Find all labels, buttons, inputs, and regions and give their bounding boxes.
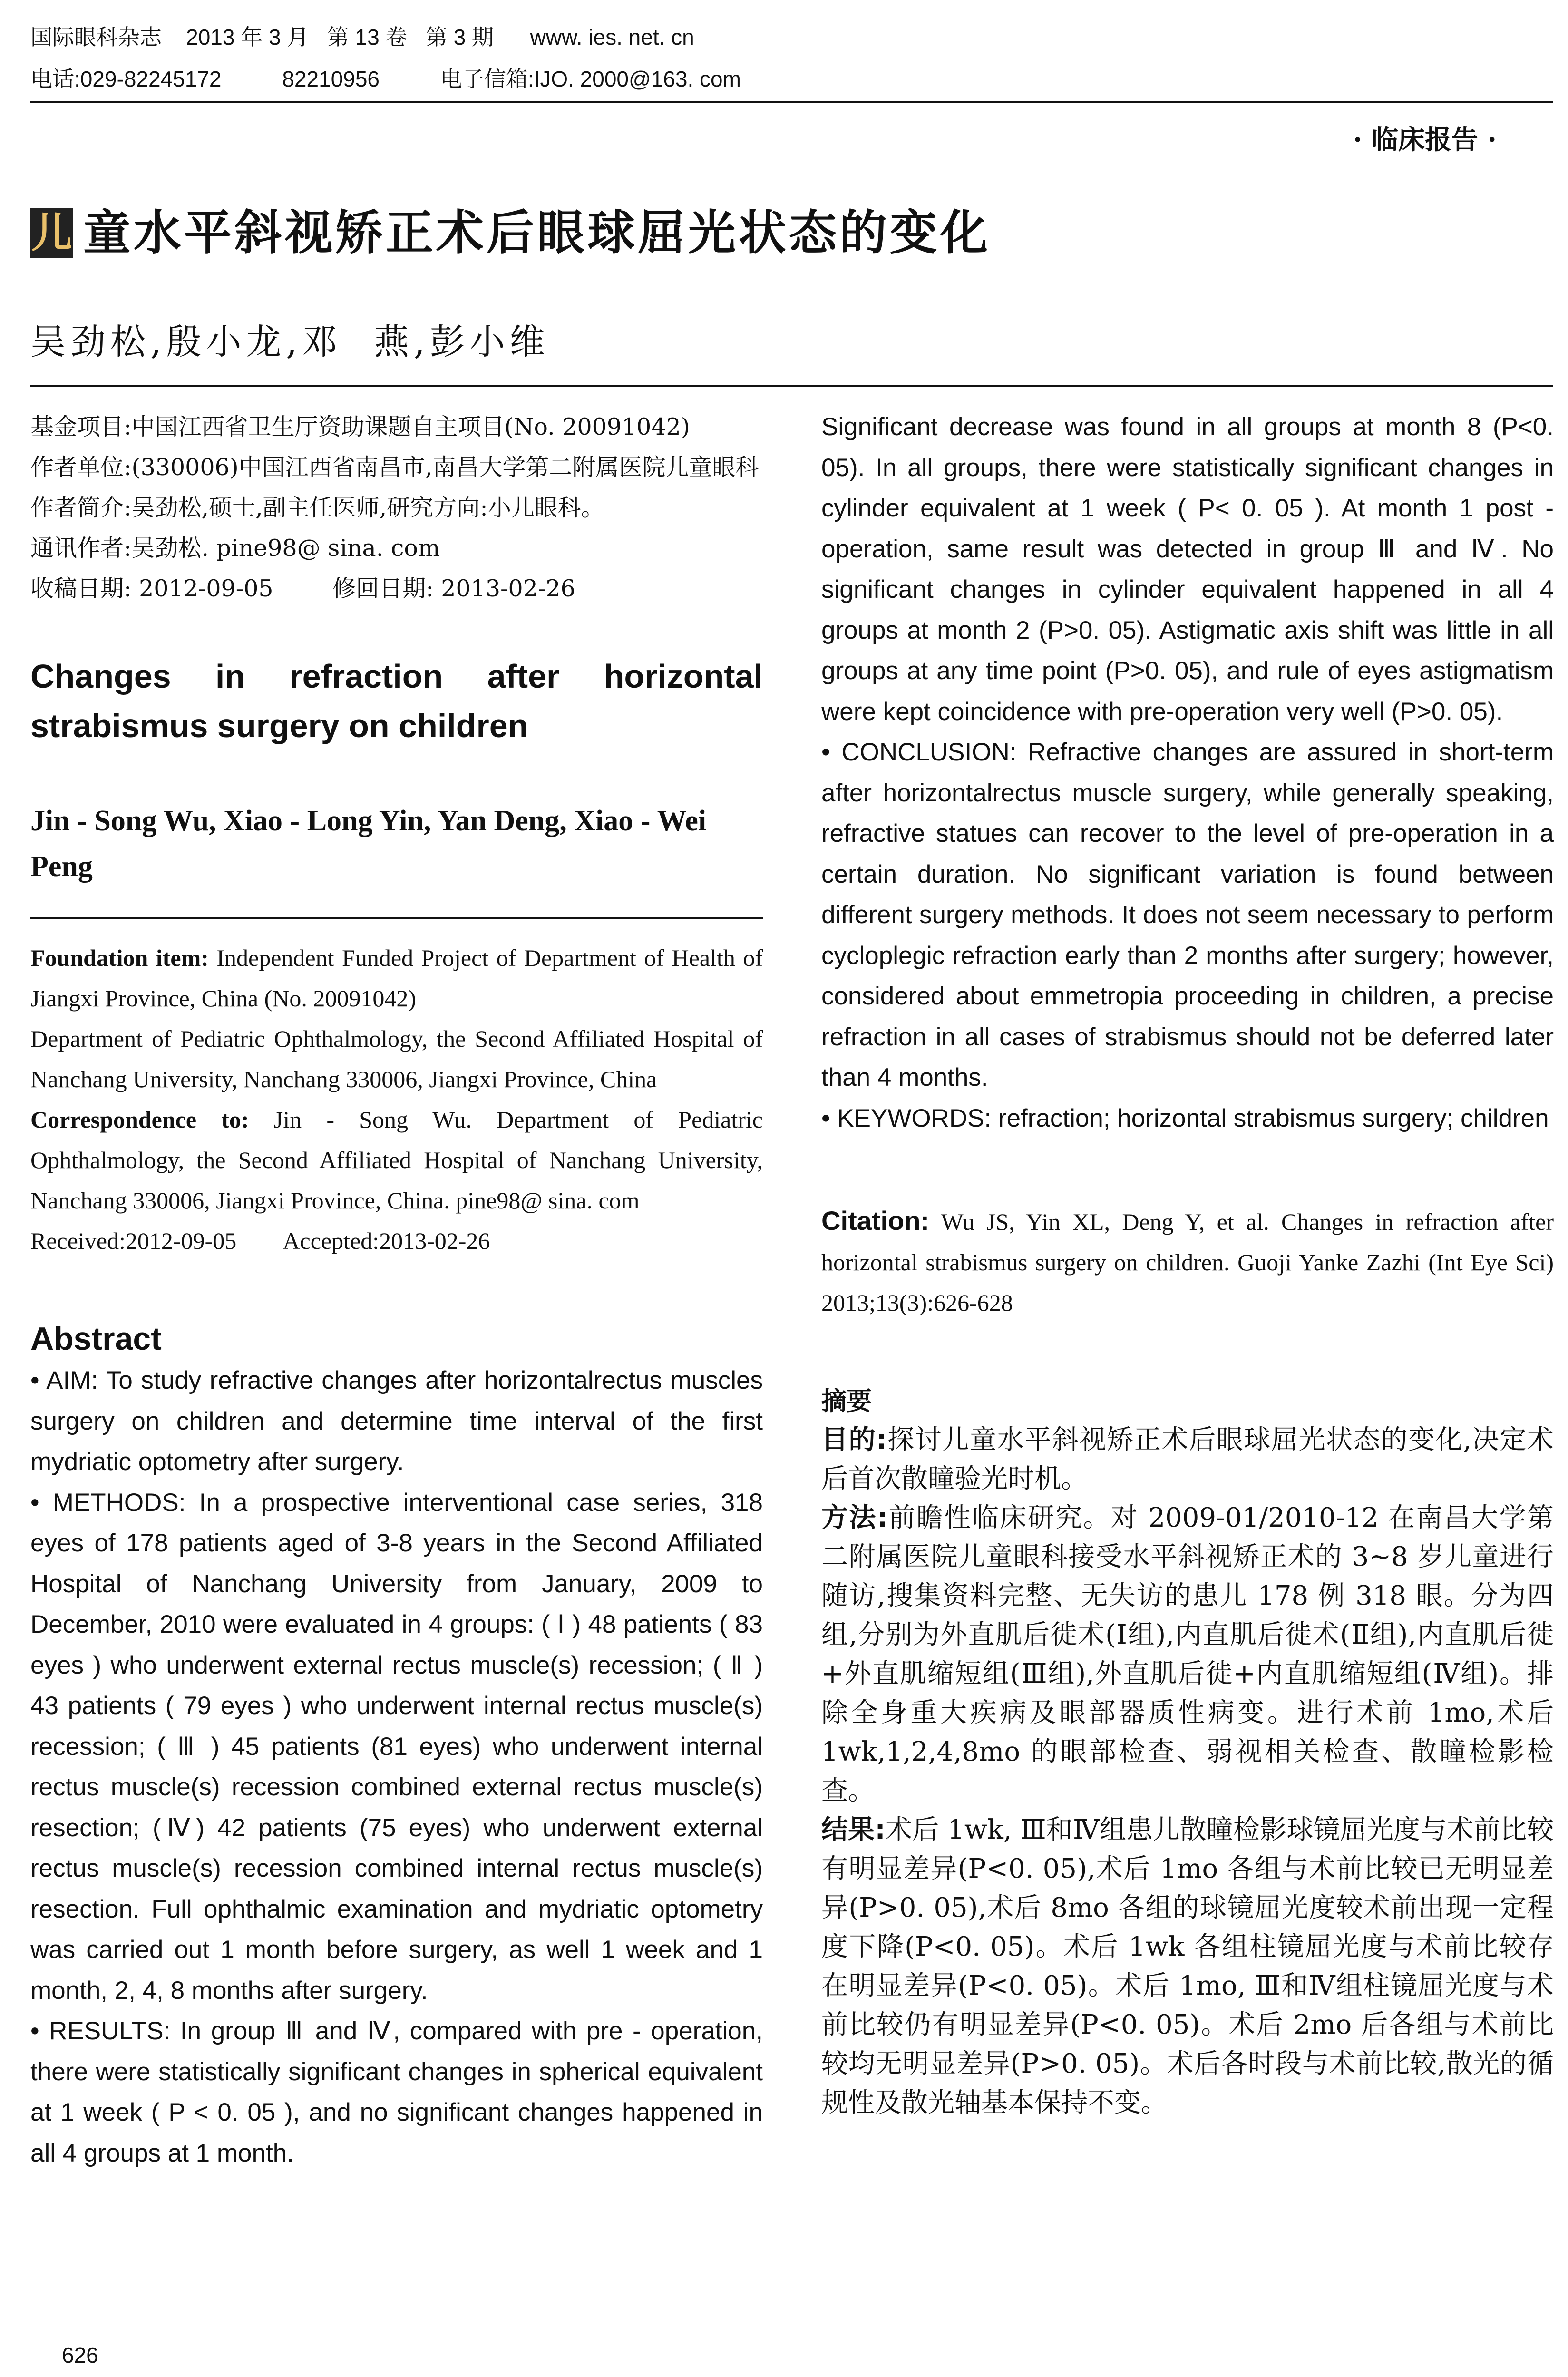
english-meta: [30, 938, 763, 1261]
abstract-conclusion: • CONCLUSION: Refractive changes are assured in short-term after horizontalrectus muscle surgery, while generally speaking, refractive statues can recover to the level of pre-operation in a certain duration. No significant variation is found between different surgery methods. It does not seem necessary to perform cycloplegic refraction early than 2 months after surgery; however, considered about emmetropia proceeding in children, a precise refraction in all cases of strabismus should not be deferred later than 4 months.: [821, 738, 1554, 1091]
citation-text: Wu JS, Yin XL, Deng Y, et al. Changes in refraction after horizontal strabismus surgery on children. Guoji Yanke Zazhi (Int Eye Sci) 2013;13(3):626-628: [821, 1208, 1554, 1316]
foundation-en: [30, 938, 763, 1019]
chinese-abstract-heading: 摘要: [821, 1387, 872, 1416]
correspondence-en-text: Jin - Song Wu. Department of Pediatric Ophthalmology, the Second Affiliated Hospital of Nanchang University, Nanchang 330006, Jiangxi Province, China. pine98@ sina. com: [30, 1106, 763, 1214]
english-title: Changes in refraction after horizontal strabismus surgery on children: [30, 658, 763, 744]
header-rule: [30, 101, 1553, 103]
zh-results-text: 术后 1wk, Ⅲ和Ⅳ组患儿散瞳检影球镜屈光度与术前比较有明显差异(P<0. 05),术后 1mo 各组与术前比较已无明显差异(P>0. 05),术后 8mo 各组的球镜屈光度较术前出现一定程度下降(P<0. 05)。术后 1wk 各组柱镜屈光度与术前比较存在明显差异(P<0. 05)。术后 1mo, Ⅲ和Ⅳ组柱镜屈光度与术前比较仍有明显差异(P<0. 05)。术后 2mo 后各组与术前比较均无明显差异(P>0. 05)。术后各时段与术前比较,散光的循规性及散光轴基本保持不变。: [821, 1814, 1554, 2118]
abstract-results: • RESULTS: In group Ⅲ and Ⅳ, compared with pre - operation, there were statistically significant changes in spherical equivalent at 1 week ( P < 0. 05 ), and no significant changes happened in all 4 groups at 1 month.: [30, 2017, 763, 2167]
dates-en: Received:2012-09-05 Accepted:2013-02-26: [30, 1227, 490, 1254]
dates-cn: 收稿日期: 2012-09-05 修回日期: 2013-02-26: [30, 575, 575, 602]
english-authors: Jin - Song Wu, Xiao - Long Yin, Yan Deng, Xiao - Wei Peng: [30, 805, 707, 883]
abstract-results-cont: Significant decrease was found in all groups at month 8 (P<0. 05). In all groups, there were statistically significant changes in cylinder equivalent at 1 week ( P< 0. 05 ). At month 1 post - operation, same result was detected in group Ⅲ and Ⅳ. No significant changes in cylinder equivalent happened in all 4 groups at month 2 (P>0. 05). Astigmatic axis shift was little in all groups at any time point (P>0. 05), and rule of eyes astigmatism were kept coincidence with pre-operation very well (P>0. 05).: [821, 413, 1554, 726]
left-column: [30, 407, 763, 2173]
zh-methods-text: 前瞻性临床研究。对 2009-01/2010-12 在南昌大学第二附属医院儿童眼科接受水平斜视矫正术的 3~8 岁儿童进行随访,搜集资料完整、无失访的患儿 178 例 318 眼。分为四组,分别为外直肌后徙术(Ⅰ组),内直肌后徙术(Ⅱ组),内直肌后徙+外直肌缩短组(Ⅲ组),外直肌后徙+内直肌缩短组(Ⅳ组)。排除全身重大疾病及眼部器质性病变。进行术前 1mo,术后 1wk,1,2,4,8mo 的眼部检查、弱视相关检查、散瞳检影检查。: [821, 1502, 1554, 1806]
foundation-cn: 基金项目:中国江西省卫生厅资助课题自主项目(No. 20091042): [30, 413, 690, 440]
zh-aim-label: 目的:: [821, 1424, 887, 1455]
zh-methods-label: 方法:: [821, 1502, 888, 1533]
author-unit-cn: 作者单位:(330006)中国江西省南昌市,南昌大学第二附属医院儿童眼科: [30, 454, 759, 481]
abstract-left: [30, 1360, 763, 2173]
correspondence-en: [30, 1100, 763, 1221]
title-initial-box: 儿: [31, 209, 72, 257]
authors-rule: [30, 917, 763, 919]
page-number: 626: [62, 2343, 98, 2367]
journal-header-line: 国际眼科杂志 2013 年 3 月 第 13 卷 第 3 期 www. ies. net. cn: [30, 25, 694, 49]
abstract-aim: • AIM: To study refractive changes after horizontalrectus muscles surgery on children and determine time interval of the first mydriatic optometry after surgery.: [30, 1366, 763, 1476]
abstract-methods: • METHODS: In a prospective interventional case series, 318 eyes of 178 patients aged of 3-8 years in the Second Affiliated Hospital of Nanchang University from January, 2009 to December, 2010 were evaluated in 4 groups: ( Ⅰ ) 48 patients ( 83 eyes ) who underwent external rectus muscle(s) recession; ( Ⅱ ) 43 patients ( 79 eyes ) who underwent internal rectus muscle(s) recession; ( Ⅲ ) 45 patients (81 eyes) who underwent internal rectus muscle(s) recession combined external rectus muscle(s) resection; (Ⅳ) 42 patients (75 eyes) who underwent external rectus muscle(s) recession combined internal rectus muscle(s) resection. Full ophthalmic examination and mydriatic optometry was carried out 1 month before surgery, as well 1 week and 1 month, 2, 4, 8 months after surgery.: [30, 1488, 763, 2005]
page-title: 童水平斜视矫正术后眼球屈光状态的变化: [83, 205, 991, 261]
zh-results-label: 结果:: [821, 1814, 886, 1845]
foundation-en-text: Independent Funded Project of Department of Health of Jiangxi Province, China (No. 20091042): [30, 945, 763, 1012]
title-rule: [30, 385, 1553, 387]
zh-results: [821, 1811, 1554, 2123]
foundation-en-label: Foundation item:: [30, 945, 209, 971]
abstract-heading: Abstract: [30, 1321, 162, 1357]
department-en: Department of Pediatric Ophthalmology, the Second Affiliated Hospital of Nanchang University, Nanchang 330006, Jiangxi Province, China: [30, 1025, 763, 1092]
chinese-abstract: [821, 1421, 1554, 2123]
correspondence-cn: 通讯作者:吴劲松. pine98@ sina. com: [30, 535, 440, 562]
abstract-right: [821, 407, 1554, 1139]
right-column: [821, 407, 1554, 2123]
citation: [821, 1200, 1554, 1323]
correspondence-en-label: Correspondence to:: [30, 1106, 249, 1133]
zh-aim: [821, 1421, 1554, 1499]
zh-aim-text: 探讨儿童水平斜视矫正术后眼球屈光状态的变化,决定术后首次散瞳验光时机。: [821, 1424, 1554, 1494]
zh-methods: [821, 1499, 1554, 1811]
author-intro-cn: 作者简介:吴劲松,硕士,副主任医师,研究方向:小儿眼科。: [30, 494, 604, 521]
chinese-meta: [30, 407, 763, 609]
section-tag: · 临床报告 ·: [1353, 124, 1497, 156]
citation-label: Citation:: [821, 1206, 930, 1236]
abstract-keywords: • KEYWORDS: refraction; horizontal strabismus surgery; children: [821, 1104, 1549, 1132]
chinese-authors: 吴劲松,殷小龙,邓 燕,彭小维: [30, 321, 550, 362]
journal-contact-line: 电话:029-82245172 82210956 电子信箱:IJO. 2000@163. com: [30, 67, 741, 91]
